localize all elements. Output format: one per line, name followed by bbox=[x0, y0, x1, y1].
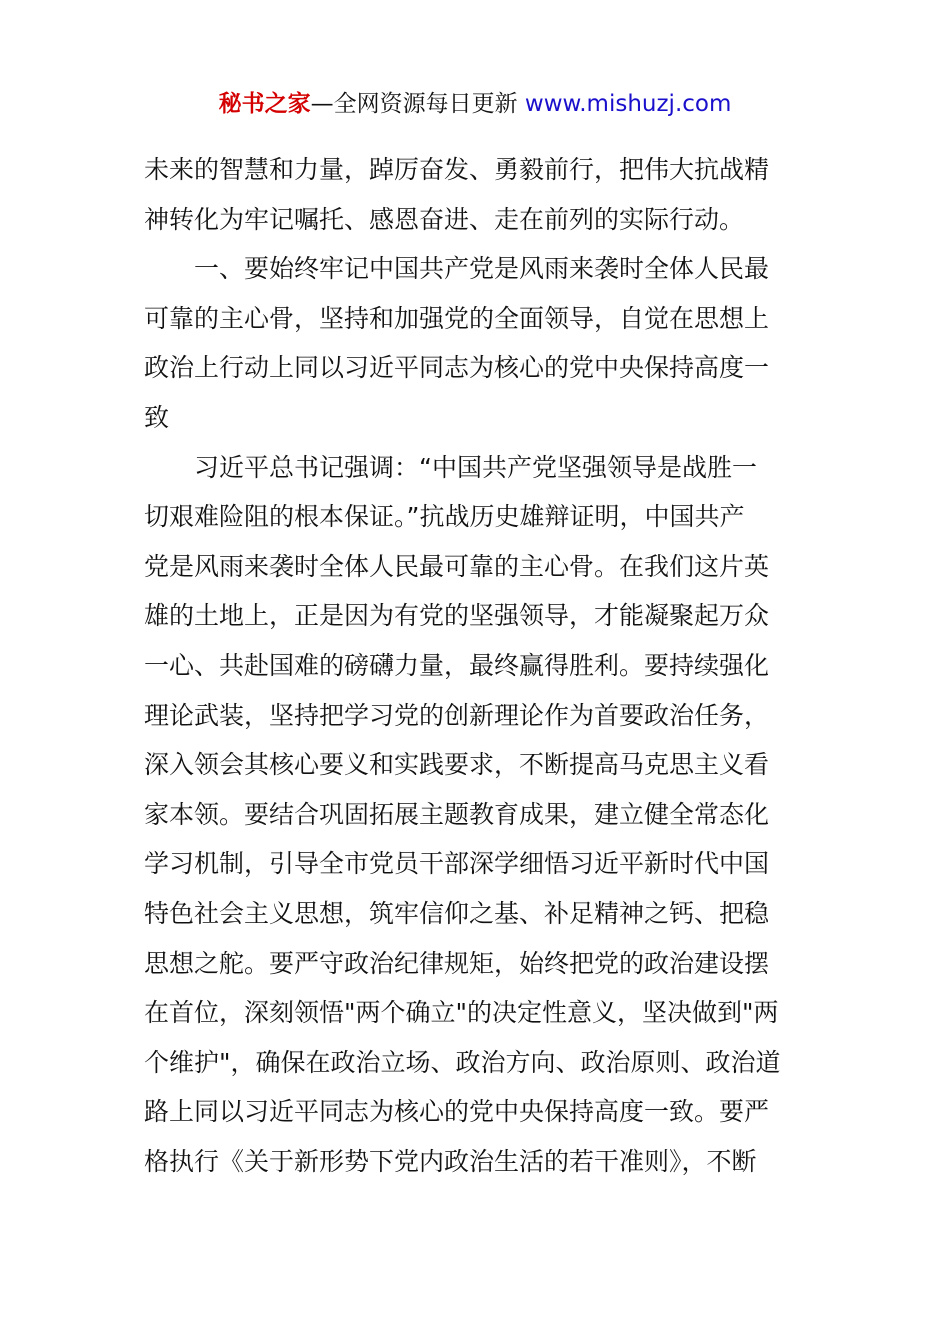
body-line: 神转化为牢记嘱托、感恩奋进、走在前列的实际行动。 bbox=[144, 204, 745, 234]
body-line: 深入领会其核心要义和实践要求，不断提高马克思主义看 bbox=[144, 750, 770, 780]
body-line: 家本领。要结合巩固拓展主题教育成果，建立健全常态化 bbox=[144, 799, 770, 829]
header-tagline: —全网资源每日更新 bbox=[310, 91, 525, 117]
section-heading-line: 一、要始终牢记中国共产党是风雨来袭时全体人民最 bbox=[194, 254, 770, 284]
body-line: 特色社会主义思想，筑牢信仰之基、补足精神之钙、把稳 bbox=[144, 898, 770, 928]
body-line: 理论武装，坚持把学习党的创新理论作为首要政治任务， bbox=[144, 700, 770, 730]
body-line: 未来的智慧和力量，踔厉奋发、勇毅前行，把伟大抗战精 bbox=[144, 155, 770, 184]
site-url-link[interactable]: www.mishuzj.com bbox=[524, 91, 732, 117]
body-line: 个维护"，确保在政治立场、政治方向、政治原则、政治道 bbox=[144, 1047, 781, 1077]
body-line: 党是风雨来袭时全体人民最可靠的主心骨。在我们这片英 bbox=[144, 551, 770, 581]
site-header bbox=[0, 86, 950, 122]
brand-name: 秘书之家 bbox=[218, 91, 311, 117]
body-line: 思想之舵。要严守政治纪律规矩，始终把党的政治建设摆 bbox=[144, 948, 770, 978]
body-line: 雄的土地上，正是因为有党的坚强领导，才能凝聚起万众 bbox=[144, 601, 770, 631]
body-line: 在首位，深刻领悟"两个确立"的决定性意义，坚决做到"两 bbox=[144, 998, 779, 1028]
section-heading-line: 致 bbox=[144, 402, 170, 432]
body-line: 路上同以习近平同志为核心的党中央保持高度一致。要严 bbox=[144, 1097, 770, 1127]
section-heading-line: 可靠的主心骨，坚持和加强党的全面领导，自觉在思想上 bbox=[144, 303, 770, 333]
body-line: 格执行《关于新形势下党内政治生活的若干准则》，不断 bbox=[144, 1146, 757, 1176]
body-line: 切艰难险阻的根本保证。”抗战历史雄辩证明，中国共产 bbox=[144, 502, 745, 532]
body-line: 习近平总书记强调：“中国共产党坚强领导是战胜一 bbox=[194, 452, 757, 482]
document-body bbox=[144, 145, 808, 1186]
body-line: 学习机制，引导全市党员干部深学细悟习近平新时代中国 bbox=[144, 849, 770, 879]
body-line: 一心、共赴国难的磅礴力量，最终赢得胜利。要持续强化 bbox=[144, 650, 770, 680]
section-heading-line: 政治上行动上同以习近平同志为核心的党中央保持高度一 bbox=[144, 353, 770, 383]
